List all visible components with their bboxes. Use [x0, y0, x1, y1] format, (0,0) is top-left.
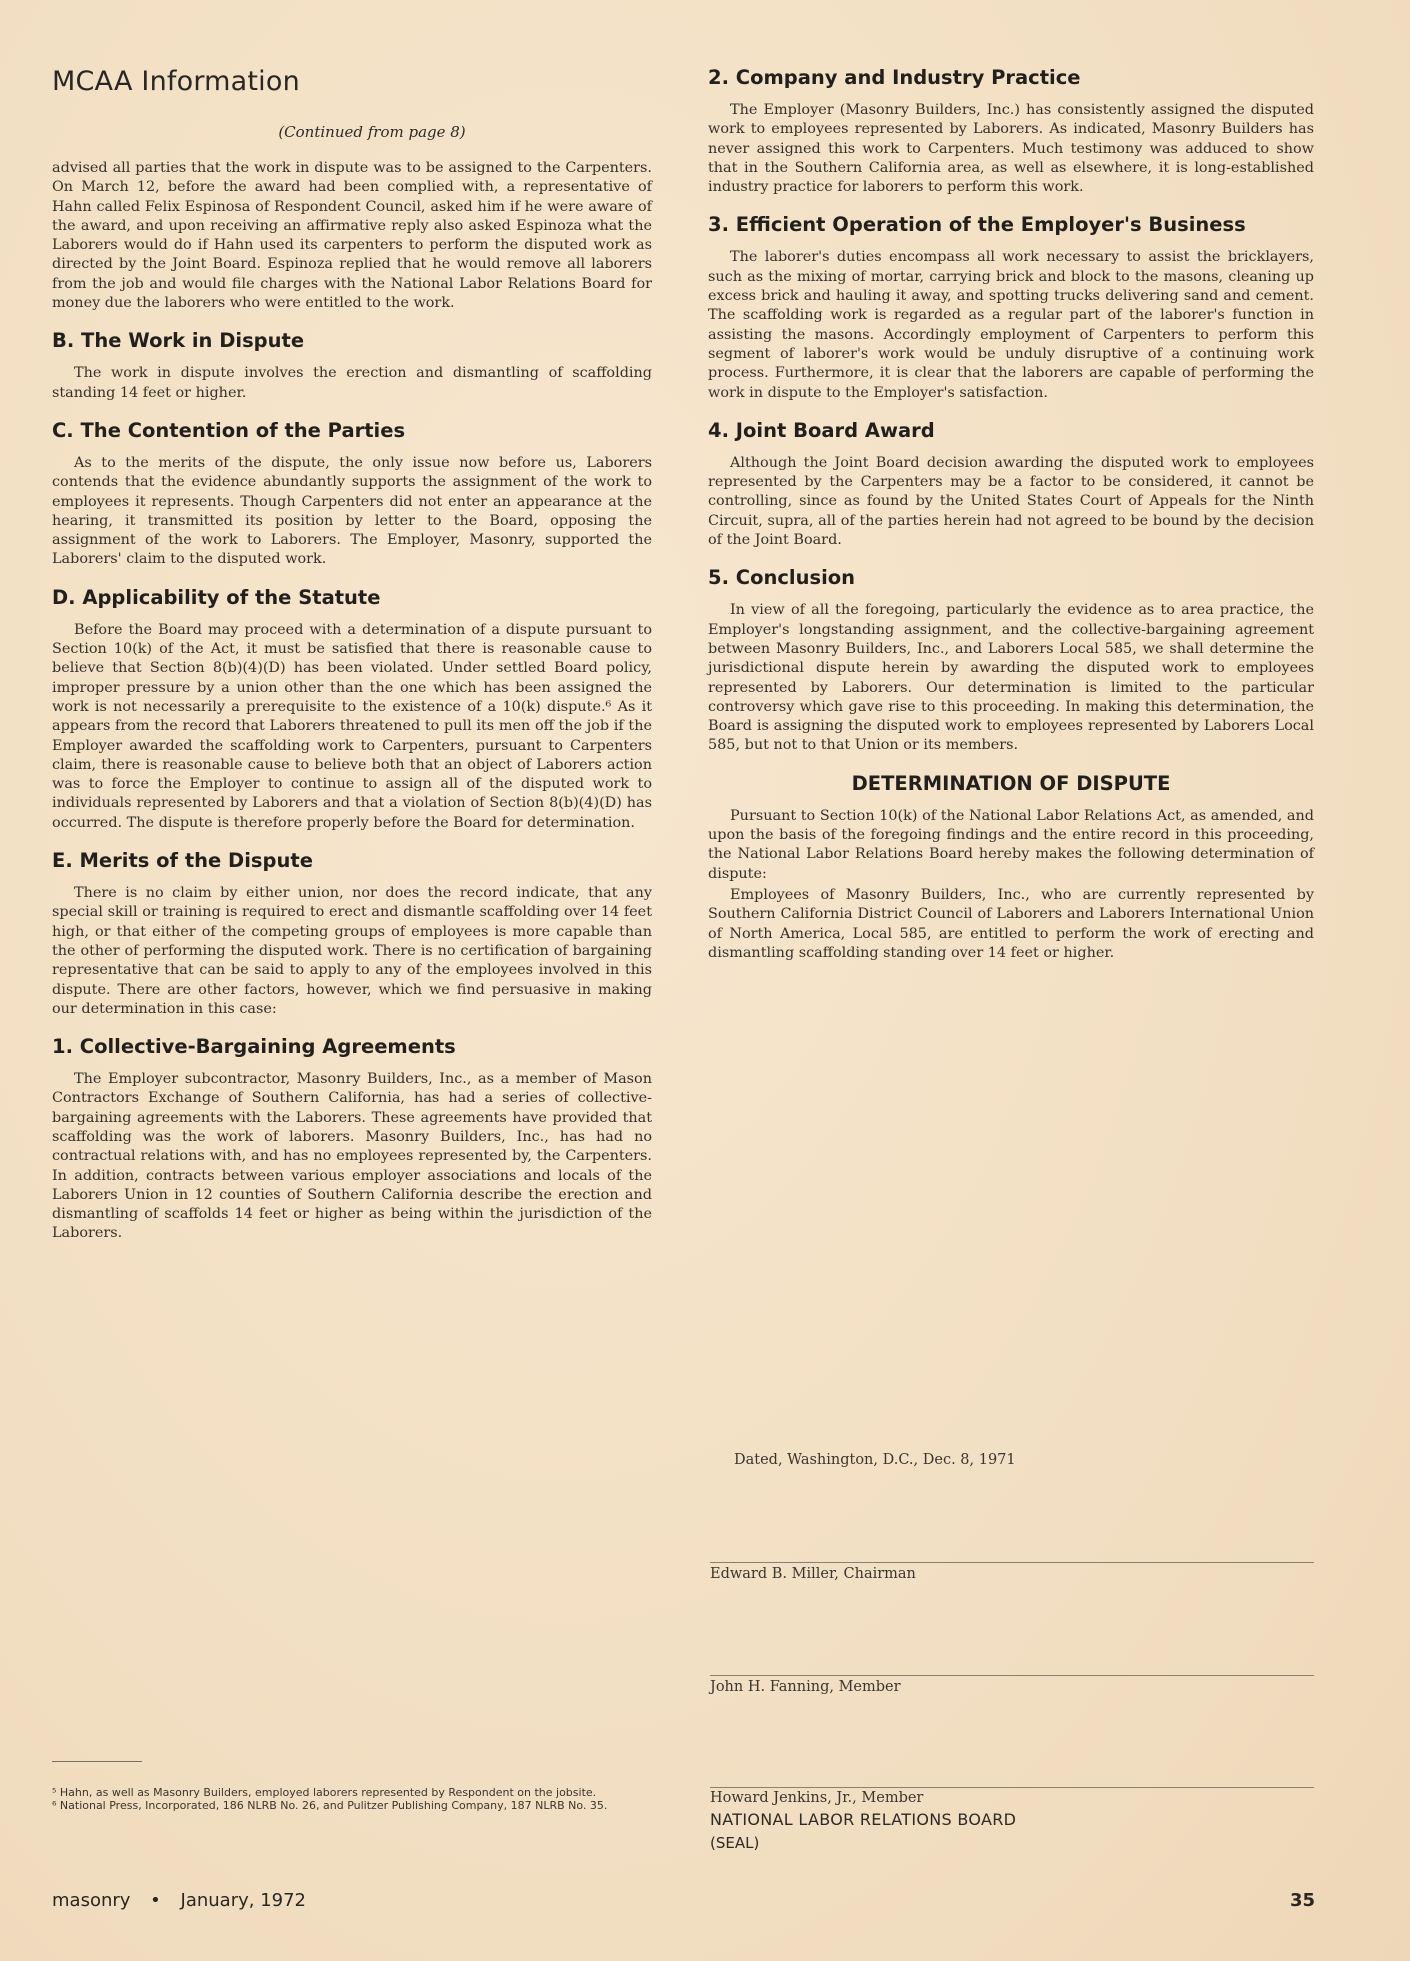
signature-line	[710, 1787, 1314, 1788]
board-name: NATIONAL LABOR RELATIONS BOARD	[710, 1810, 1017, 1829]
section-1-body: The Employer subcontractor, Masonry Builders, Inc., as a member of Mason Contractors Exchange of Southern California, has had a series of collective-bargaining agreements with the Laborers. These agreements have provided that scaffolding was the work of laborers. Masonry Builders, Inc., has had no contractual relations with, and has no employees represented by, the Carpenters. In addition, contracts between various employer associations and locals of the Laborers Union in 12 counties of Southern California describe the erection and dismantling of scaffolds 14 feet or higher as being within the jurisdiction of the Laborers.	[52, 1071, 652, 1242]
determination-paragraph-1: Pursuant to Section 10(k) of the National Labor Relations Act, as amended, and upon the basis of the foregoing findings and the entire record in this proceeding, the National Labor Relations Board hereby makes the following determination of dispute:	[708, 807, 1314, 882]
issue-date: January, 1972	[180, 1890, 307, 1911]
continued-note: (Continued from page 8)	[278, 123, 466, 141]
section-3-body: The laborer's duties encompass all work necessary to assist the bricklayers, such as the mixing of mortar, carrying brick and block to the masons, cleaning up excess brick and hauling it away, and spotting trucks delivering sand and cement. The scaffolding work is regarded as a regular part of the laborer's function in assisting the masons. Accordingly employment of Carpenters to perform this segment of laborer's work would be unduly disruptive of a continuing work process. Furthermore, it is clear that the laborers are capable of performing the work in dispute to the Employer's satisfaction.	[708, 249, 1314, 401]
page-number: 35	[1290, 1890, 1316, 1911]
footnote-5: ⁵ Hahn, as well as Masonry Builders, employed laborers represented by Respondent on the jobsite.	[52, 1786, 597, 1799]
section-5-body: In view of all the foregoing, particularly the evidence as to area practice, the Employer's longstanding assignment, and the collective-bargaining agreement between Masonry Builders, Inc., and Laborers Local 585, we shall determine the jurisdictional dispute herein by awarding the disputed work to employees represented by Laborers. Our determination is limited to the particular controversy which gave rise to this proceeding. In making this determination, the Board is assigning the disputed work to employees represented by Laborers Local 585, but not to that Union or its members.	[708, 602, 1314, 754]
section-1-heading: 1. Collective-Bargaining Agreements	[52, 1035, 456, 1059]
section-3-heading: 3. Efficient Operation of the Employer's Business	[708, 213, 1246, 237]
page-header-title: MCAA Information	[52, 66, 300, 97]
footer-bullet: •	[150, 1890, 161, 1911]
section-2-body: The Employer (Masonry Builders, Inc.) has consistently assigned the disputed work to employees represented by Laborers. As indicated, Masonry Builders has never assigned this work to Carpenters. Much testimony was adduced to show that in the Southern California area, as well as elsewhere, it is long-established industry practice for laborers to perform this work.	[708, 102, 1314, 196]
signature-member-jenkins: Howard Jenkins, Jr., Member	[710, 1790, 924, 1806]
section-e-heading: E. Merits of the Dispute	[52, 849, 313, 873]
section-4-body: Although the Joint Board decision awarding the disputed work to employees represented by the Carpenters may be a factor to be considered, it cannot be controlling, since as found by the United States Court of Appeals for the Ninth Circuit, supra, all of the parties herein had not agreed to be bound by the decision of the Joint Board.	[708, 454, 1314, 549]
section-d-body: Before the Board may proceed with a determination of a dispute pursuant to Section 10(k) of the Act, it must be satisfied that there is reasonable cause to believe that Section 8(b)(4)(D) has been violated. Under settled Board policy, improper pressure by a union other than the one which has been assigned the work is not necessarily a prerequisite to the existence of a 10(k) dispute.⁶ As it appears from the record that Laborers threatened to pull its men off the job if the Employer awarded the scaffolding work to Carpenters, pursuant to Carpenters claim, there is reasonable cause to believe both that an object of Laborers action was to force the Employer to continue to assign all of the disputed work to individuals represented by Laborers and that a violation of Section 8(b)(4)(D) has occurred. The dispute is therefore properly before the Board for determination.	[52, 621, 652, 831]
section-d-heading: D. Applicability of the Statute	[52, 585, 381, 609]
section-4-heading: 4. Joint Board Award	[708, 418, 935, 442]
signature-line	[710, 1562, 1314, 1563]
determination-paragraph-2: Employees of Masonry Builders, Inc., who are currently represented by Southern California District Council of Laborers and Laborers International Union of North America, Local 585, are entitled to perform the work of erecting and dismantling scaffolding standing over 14 feet or higher.	[708, 886, 1314, 961]
signature-chairman: Edward B. Miller, Chairman	[710, 1566, 916, 1582]
determination-heading: DETERMINATION OF DISPUTE	[851, 771, 1171, 795]
signature-line	[710, 1675, 1314, 1676]
publication-name: masonry	[52, 1890, 131, 1911]
section-b-heading: B. The Work in Dispute	[52, 329, 305, 353]
section-5-heading: 5. Conclusion	[708, 566, 856, 590]
seal-note: (SEAL)	[710, 1834, 760, 1852]
right-column	[708, 66, 1314, 979]
signature-member-fanning: John H. Fanning, Member	[710, 1679, 901, 1695]
footnote-divider	[52, 1761, 142, 1762]
dated-line: Dated, Washington, D.C., Dec. 8, 1971	[734, 1452, 1016, 1468]
footnote-6: ⁶ National Press, Incorporated, 186 NLRB No. 26, and Pulitzer Publishing Company, 187 NLRB No. 35.	[52, 1798, 608, 1812]
page-footer	[52, 1890, 306, 1911]
section-2-heading: 2. Company and Industry Practice	[708, 66, 1081, 89]
left-column	[52, 66, 652, 1260]
section-e-body: There is no claim by either union, nor does the record indicate, that any special skill or training is required to erect and dismantle scaffolding over 14 feet high, or that either of the competing groups of employees is more capable than the other of performing the disputed work. There is no certification of bargaining representative that can be said to apply to any of the employees involved in this dispute. There are other factors, however, which we find persuasive in making our determination in this case:	[52, 885, 652, 1017]
section-c-body: As to the merits of the dispute, the only issue now before us, Laborers contends that the evidence abundantly supports the assignment of the work to employees it represents. Though Carpenters did not enter an appearance at the hearing, it transmitted its position by letter to the Board, opposing the assignment of the work to Laborers. The Employer, Masonry, supported the Laborers' claim to the disputed work.	[52, 454, 652, 568]
intro-paragraph: advised all parties that the work in dispute was to be assigned to the Carpenters. On March 12, before the award had been complied with, a representative of Hahn called Felix Espinosa of Respondent Council, asked him if he were aware of the award, and upon receiving an affirmative reply also asked Espinoza what the Laborers would do if Hahn used its carpenters to perform the disputed work as directed by the Joint Board. Espinoza replied that he would remove all laborers from the job and would file charges with the National Labor Relations Board for money due the laborers who were entitled to the work.	[52, 160, 652, 312]
section-c-heading: C. The Contention of the Parties	[52, 418, 406, 442]
section-b-body: The work in dispute involves the erection and dismantling of scaffolding standing 14 feet or higher.	[52, 365, 652, 401]
footnotes	[52, 1787, 652, 1812]
